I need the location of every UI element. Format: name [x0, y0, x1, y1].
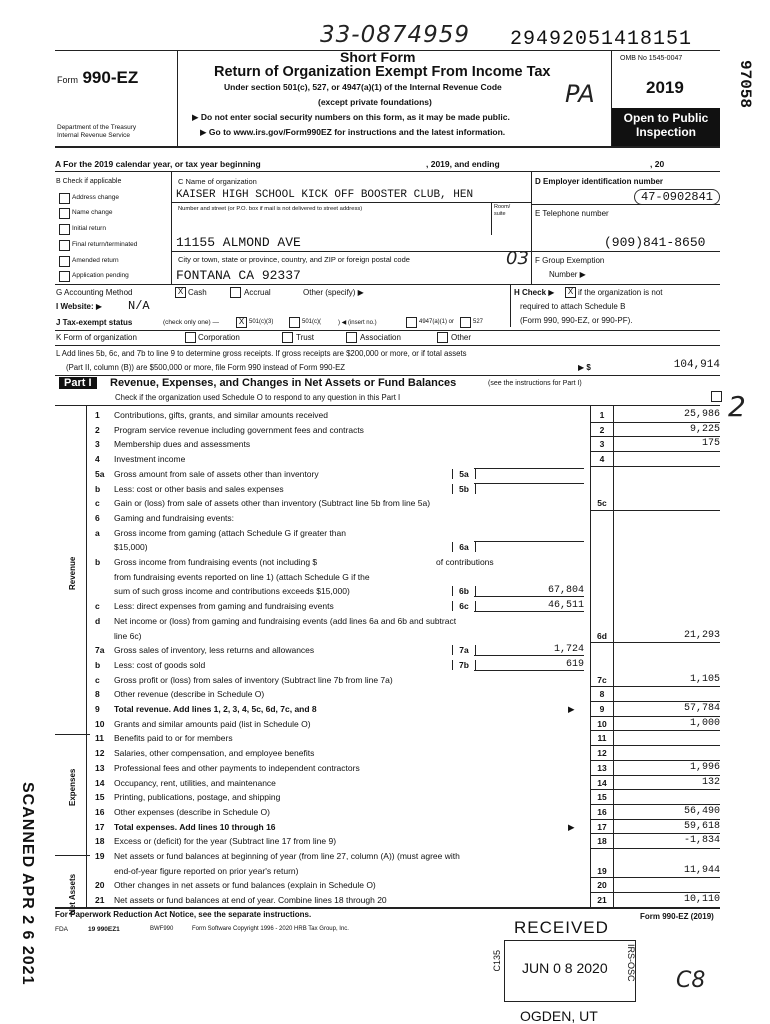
- 4947-label: 4947(a)(1) or: [419, 319, 455, 325]
- ssn-notice: ▶ Do not enter social security numbers on this form, as it may be made public.: [192, 112, 510, 122]
- line-number: 8: [95, 689, 100, 700]
- checkbox-initial-return[interactable]: [59, 224, 70, 235]
- sub-amount: [474, 541, 584, 542]
- checkbox-name-change[interactable]: [59, 208, 70, 219]
- stamp-city: OGDEN, UT: [520, 1008, 598, 1024]
- line-amount: 25,986: [683, 409, 720, 420]
- part1-line-b: [0, 555, 770, 570]
- corporation-label: Corporation: [198, 333, 240, 342]
- rule-h: [510, 284, 511, 327]
- line-box-number: 9: [599, 704, 605, 714]
- sub-amount: 46,511: [474, 600, 584, 612]
- line-number: 6: [95, 512, 100, 523]
- part-1-title: Revenue, Expenses, and Changes in Net Assets or Fund Balances: [110, 377, 457, 389]
- line-description: Investment income: [114, 454, 186, 465]
- line-description: Gross sales of inventory, less returns and allowances: [114, 645, 315, 656]
- initial-return-label: Initial return: [72, 225, 106, 232]
- line-description: Gross income from fundraising events (not including $: [114, 557, 318, 567]
- line-amount: 11,944: [683, 864, 720, 876]
- gross-receipts: 104,914: [673, 359, 720, 371]
- rule-room: [491, 202, 492, 235]
- line-number: d: [95, 615, 101, 626]
- sub-line-number: 6c: [452, 601, 476, 611]
- part1-line-6: [0, 511, 770, 526]
- website-label: I Website: ▶: [56, 302, 103, 311]
- checkbox-accrual[interactable]: [230, 287, 241, 298]
- line-description: Other revenue (describe in Schedule O): [114, 689, 265, 700]
- line-box-number: 2: [599, 424, 605, 435]
- line-number: c: [95, 498, 100, 509]
- line-number: 2: [95, 424, 100, 435]
- rule-a: [55, 171, 720, 172]
- tax-exempt-note: (check only one) —: [163, 319, 219, 326]
- line-amount: 10,110: [683, 894, 720, 906]
- line-box-number: 8: [599, 689, 605, 700]
- name-change-label: Name change: [72, 209, 113, 216]
- line-box-number: 1: [599, 410, 605, 420]
- received-text: RECEIVED: [514, 918, 609, 937]
- org-name-label: C Name of organization: [178, 177, 257, 186]
- tax-exempt-label: J Tax-exempt status: [56, 318, 133, 327]
- line-amount: 57,784: [683, 703, 720, 714]
- checkbox-other-form[interactable]: [437, 332, 448, 343]
- sub-amount: [474, 483, 584, 484]
- line-box-number: 4: [599, 454, 605, 465]
- rule-lines-top: [55, 405, 720, 406]
- line-number: 13: [95, 762, 105, 773]
- sub-line-number: 7a: [452, 645, 476, 655]
- checkbox-final-return[interactable]: [59, 240, 70, 251]
- line-a-end: , 20: [650, 159, 665, 169]
- omb-number: OMB No 1545-0047: [620, 55, 683, 62]
- stamp-date: JUN 0 8 2020: [522, 960, 608, 976]
- city-state-zip: FONTANA CA 92337: [176, 268, 301, 283]
- line-description: Net assets or fund balances at beginning of year (from line 27, column (A)) (must agree with: [114, 851, 460, 861]
- phone-number: (909)841-8650: [604, 235, 706, 250]
- line-description: Net income or (loss) from gaming and fundraising events (add lines 6a and 6b and subtract: [114, 615, 457, 626]
- irs-label: Internal Revenue Service: [57, 132, 130, 139]
- line-number: 20: [95, 880, 105, 891]
- line-amount: -1,834: [683, 835, 720, 847]
- street-address: 11155 ALMOND AVE: [176, 235, 301, 250]
- section-b-label: B Check if applicable: [56, 178, 122, 185]
- 527-label: 527: [473, 319, 484, 325]
- line-amount: 1,105: [689, 673, 720, 685]
- 501c-insert: ) ◀ (insert no.): [338, 320, 377, 326]
- line-h-text-3: (Form 990, 990-EZ, or 990-PF).: [520, 316, 633, 325]
- room-label: Room/ suite: [494, 204, 511, 217]
- part1-line-7a: [0, 643, 770, 658]
- line-description: Gaming and fundraising events:: [114, 512, 235, 523]
- handwritten-2: 2: [728, 390, 746, 423]
- rule-bc: [171, 171, 172, 284]
- line-description: sum of such gross income and contributions exceeds $15,000): [114, 586, 350, 597]
- line-h-label: H Check ▶: [514, 288, 555, 297]
- checkbox-527[interactable]: [460, 317, 471, 328]
- city-label: City or town, state or province, country, and ZIP or foreign postal code: [178, 255, 410, 264]
- part-1-tag: Part I: [59, 377, 97, 389]
- line-description: end-of-year figure reported on prior year's return): [114, 865, 299, 876]
- line-description-2: of contributions: [436, 557, 494, 567]
- line-box-number: 11: [597, 733, 607, 744]
- line-description: $15,000): [114, 542, 148, 553]
- scanned-stamp: SCANNED APR 2 6 2021: [19, 782, 36, 986]
- rule-e: [531, 251, 720, 252]
- line-description: Printing, publications, postage, and shipping: [114, 792, 281, 803]
- part-1-title-note: (see the instructions for Part I): [488, 380, 582, 387]
- line-number: c: [95, 601, 100, 612]
- line-l-text-1: L Add lines 5b, 6c, and 7b to line 9 to determine gross receipts. If gross receipts are $200,000 or more, or if total assets: [56, 349, 467, 358]
- line-number: 7a: [95, 645, 105, 656]
- line-box-number: 13: [597, 762, 607, 773]
- revenue-side-label: Revenue: [68, 556, 77, 590]
- line-description: Grants and similar amounts paid (list in Schedule O): [114, 718, 311, 729]
- part1-line-5b: [0, 482, 770, 497]
- part1-line-6c: [0, 599, 770, 614]
- rule-cd: [531, 171, 532, 284]
- line-number: 9: [95, 704, 100, 714]
- rule-c2: [171, 251, 531, 252]
- short-form: Short Form: [340, 49, 416, 65]
- line-amount: 1,996: [689, 761, 720, 773]
- line-description: Gross amount from sale of assets other than inventory: [114, 468, 319, 479]
- form-title: Return of Organization Exempt From Income Tax: [214, 64, 551, 80]
- dept-treasury: Department of the Treasury: [57, 124, 137, 131]
- line-box-number: 10: [597, 718, 607, 729]
- line-description: Less: direct expenses from gaming and fundraising events: [114, 601, 334, 612]
- rule-c1: [171, 202, 531, 203]
- handwritten-ein: 33-0874959: [320, 22, 470, 48]
- line-description: Excess or (deficit) for the year (Subtract line 17 from line 9): [114, 836, 337, 847]
- sub-amount: 67,804: [474, 585, 584, 597]
- document-locator-number: 29492051418151: [510, 28, 693, 51]
- line-number: 4: [95, 454, 100, 465]
- sub-line-number: 5a: [452, 469, 476, 479]
- header-left-rule: [177, 50, 178, 146]
- line-description: Total expenses. Add lines 10 through 16: [114, 821, 276, 832]
- line-number: 21: [95, 895, 105, 906]
- checkbox-association[interactable]: [346, 332, 357, 343]
- line-description: Salaries, other compensation, and employee benefits: [114, 748, 315, 759]
- line-description: Less: cost of goods sold: [114, 659, 206, 670]
- form-subtitle-2: (except private foundations): [318, 97, 432, 107]
- line-amount: 175: [701, 438, 720, 450]
- part1-line-cont-11: [0, 570, 770, 585]
- checkbox-501c[interactable]: [289, 317, 300, 328]
- line-description: Net assets or fund balances at end of year. Combine lines 18 through 20: [114, 895, 387, 906]
- other-method-label: Other (specify) ▶: [303, 288, 364, 297]
- stamp-c135: C135: [492, 950, 502, 972]
- sub-line-number: 5b: [452, 484, 476, 494]
- handwritten-03: 03: [506, 248, 529, 269]
- footer-code-2: BWF990: [150, 926, 174, 932]
- sub-amount: 619: [474, 659, 584, 671]
- line-number: 15: [95, 792, 105, 803]
- rule-k: [55, 330, 720, 331]
- open-to-public-box: [612, 108, 720, 146]
- amended-return-label: Amended return: [72, 257, 119, 264]
- line-box-number: 6d: [597, 630, 607, 641]
- checkbox-cash[interactable]: X: [175, 287, 186, 298]
- line-h-text: if the organization is not: [578, 288, 663, 297]
- part1-line-5a: [0, 467, 770, 482]
- line-description: Benefits paid to or for members: [114, 733, 233, 744]
- 501c-label: 501(c)(: [302, 319, 322, 325]
- final-return-label: Final return/terminated: [72, 241, 138, 248]
- open-public-line-1: Open to Public: [623, 111, 709, 125]
- checkbox-trust[interactable]: [282, 332, 293, 343]
- line-description: from fundraising events reported on line 1) (attach Schedule G if the: [114, 571, 370, 582]
- line-box-number: 19: [597, 865, 607, 876]
- line-amount: 132: [701, 776, 720, 788]
- line-arrow: ▶: [568, 821, 575, 832]
- checkbox-4947[interactable]: [406, 317, 417, 328]
- received-stamp: [492, 918, 644, 1024]
- line-description: Contributions, gifts, grants, and similar amounts received: [114, 410, 329, 420]
- checkbox-501c3[interactable]: X: [236, 317, 247, 328]
- ein-label: D Employer identification number: [535, 177, 664, 186]
- group-exemption-number-label: Number ▶: [549, 270, 586, 279]
- rule-g: [55, 284, 720, 285]
- rule-footer: [55, 907, 720, 909]
- line-amount: 59,618: [683, 820, 720, 832]
- line-amount: 9,225: [689, 423, 720, 435]
- line-amount: 21,293: [683, 629, 720, 641]
- sub-amount: [474, 468, 584, 469]
- line-description: Program service revenue including government fees and contracts: [114, 424, 364, 435]
- part1-line-19: [0, 849, 770, 864]
- line-box-number: 14: [597, 777, 607, 788]
- line-box-number: 3: [599, 439, 605, 450]
- checkbox-corporation[interactable]: [185, 332, 196, 343]
- line-box-number: 16: [597, 806, 607, 817]
- line-number: 14: [95, 777, 105, 788]
- website-notice: ▶ Go to www.irs.gov/Form990EZ for instructions and the latest information.: [200, 127, 506, 137]
- tax-year: 2019: [646, 78, 684, 97]
- line-box-number: 20: [597, 880, 607, 891]
- line-description: Gross profit or (loss) from sales of inventory (Subtract line 7b from line 7a): [114, 674, 393, 685]
- 501c3-label: 501(c)(3): [249, 319, 274, 325]
- address-change-label: Address change: [72, 194, 119, 201]
- rule-l: [55, 345, 720, 346]
- line-number: b: [95, 557, 101, 567]
- open-public-line-2: Inspection: [635, 125, 696, 139]
- footer-software: Form Software Copyright 1996 - 2020 HRB Tax Group, Inc.: [192, 926, 349, 932]
- sub-line-number: 7b: [452, 660, 476, 670]
- sub-line-number: 6a: [452, 542, 476, 552]
- line-box-number: 15: [597, 792, 607, 803]
- part1-line-a: [0, 526, 770, 541]
- rule-d: [531, 204, 720, 205]
- line-description: Gain or (loss) from sale of assets other than inventory (Subtract line 5b from line 5a): [114, 498, 431, 509]
- expenses-side-label: Expenses: [68, 768, 77, 806]
- line-box-number: 7c: [597, 674, 607, 685]
- dln-right-margin: 97058: [736, 60, 754, 109]
- group-exemption-label: F Group Exemption: [535, 256, 605, 265]
- form-of-org-label: K Form of organization: [56, 333, 137, 342]
- line-number: b: [95, 483, 101, 494]
- part1-line-6b: [0, 584, 770, 599]
- line-description: Total revenue. Add lines 1, 2, 3, 4, 5c, 6d, 7c, and 8: [114, 704, 317, 714]
- line-h-text-2: required to attach Schedule B: [520, 302, 626, 311]
- line-number: 10: [95, 718, 105, 729]
- line-description: Less: cost or other basis and sales expenses: [114, 483, 284, 494]
- line-description: Membership dues and assessments: [114, 439, 251, 450]
- line-amount: 56,490: [683, 805, 720, 817]
- line-box-number: 5c: [597, 498, 607, 509]
- line-number: c: [95, 674, 100, 685]
- line-number: 17: [95, 821, 105, 832]
- phone-label: E Telephone number: [535, 209, 609, 218]
- line-description: line 6c): [114, 630, 142, 641]
- line-description: Professional fees and other payments to independent contractors: [114, 762, 360, 773]
- handwritten-c8: C8: [676, 968, 706, 993]
- other-form-label: Other: [451, 333, 472, 342]
- checkbox-amended-return[interactable]: [59, 256, 70, 267]
- line-number: 1: [95, 410, 100, 420]
- application-pending-label: Application pending: [72, 272, 129, 279]
- footer-code: 19 990EZ1: [88, 926, 120, 933]
- part1-line-d: [0, 614, 770, 629]
- checkbox-application-pending[interactable]: [59, 271, 70, 282]
- website-value: N/A: [128, 299, 150, 313]
- net-assets-side-label: Net Assets: [68, 873, 77, 915]
- line-number: 11: [95, 733, 104, 744]
- rule-part1: [55, 375, 720, 376]
- header-bottom-rule: [55, 146, 720, 148]
- checkbox-address-change[interactable]: [59, 193, 70, 204]
- sub-line-number: 6b: [452, 586, 476, 596]
- line-description: Gross income from gaming (attach Schedule G if greater than: [114, 527, 346, 538]
- line-a-mid: , 2019, and ending: [426, 159, 500, 169]
- ein-value: 47-0902841: [634, 189, 720, 205]
- paperwork-notice: For Paperwork Reduction Act Notice, see the separate instructions.: [55, 910, 312, 919]
- street-label: Number and street (or P.O. box if mail is not delivered to street address): [178, 206, 363, 212]
- line-number: 18: [95, 836, 105, 847]
- line-number: 19: [95, 851, 105, 861]
- stamp-irs-osc: IRS-OSC: [626, 944, 636, 982]
- checkbox-schedule-o[interactable]: [711, 391, 722, 402]
- checkbox-schedule-b[interactable]: X: [565, 287, 576, 298]
- line-number: 3: [95, 439, 100, 450]
- footer-fda: FDA: [55, 926, 68, 933]
- form-subtitle: Under section 501(c), 527, or 4947(a)(1) of the Internal Revenue Code: [224, 82, 502, 92]
- association-label: Association: [360, 333, 401, 342]
- line-box-number: 21: [597, 895, 607, 906]
- schedule-o-check-text: Check if the organization used Schedule O to respond to any question in this Part I: [115, 393, 401, 402]
- line-number: b: [95, 659, 101, 670]
- org-name: KAISER HIGH SCHOOL KICK OFF BOOSTER CLUB, HEN: [176, 189, 474, 201]
- accounting-method-label: G Accounting Method: [56, 288, 133, 297]
- line-number: 16: [95, 806, 105, 817]
- line-box-number: 18: [597, 836, 607, 847]
- accrual-label: Accrual: [244, 288, 271, 297]
- line-arrow: ▶: [568, 704, 575, 714]
- line-box-number: 17: [597, 821, 607, 832]
- part1-line-6a: [0, 540, 770, 555]
- sub-amount: 1,724: [474, 644, 584, 656]
- form-footer-id: Form 990-EZ (2019): [640, 912, 714, 921]
- line-l-text-2: (Part II, column (B)) are $500,000 or more, file Form 990 instead of Form 990-EZ: [66, 363, 346, 372]
- line-description: Other expenses (describe in Schedule O): [114, 806, 270, 817]
- handwritten-pa: PA: [565, 80, 595, 108]
- form-number: Form 990-EZ: [57, 68, 139, 87]
- line-description: Occupancy, rent, utilities, and maintenance: [114, 777, 276, 788]
- line-number: 5a: [95, 468, 105, 479]
- trust-label: Trust: [296, 333, 314, 342]
- line-box-number: 12: [597, 748, 607, 759]
- line-amount: 1,000: [689, 717, 720, 729]
- line-l-arrow: ▶ $: [578, 363, 591, 372]
- line-a: A For the 2019 calendar year, or tax year beginning: [55, 159, 261, 169]
- line-description: Other changes in net assets or fund balances (explain in Schedule O): [114, 880, 376, 891]
- cash-label: Cash: [188, 288, 207, 297]
- line-number: 12: [95, 748, 105, 759]
- part1-line-7b: [0, 658, 770, 673]
- line-number: a: [95, 527, 100, 538]
